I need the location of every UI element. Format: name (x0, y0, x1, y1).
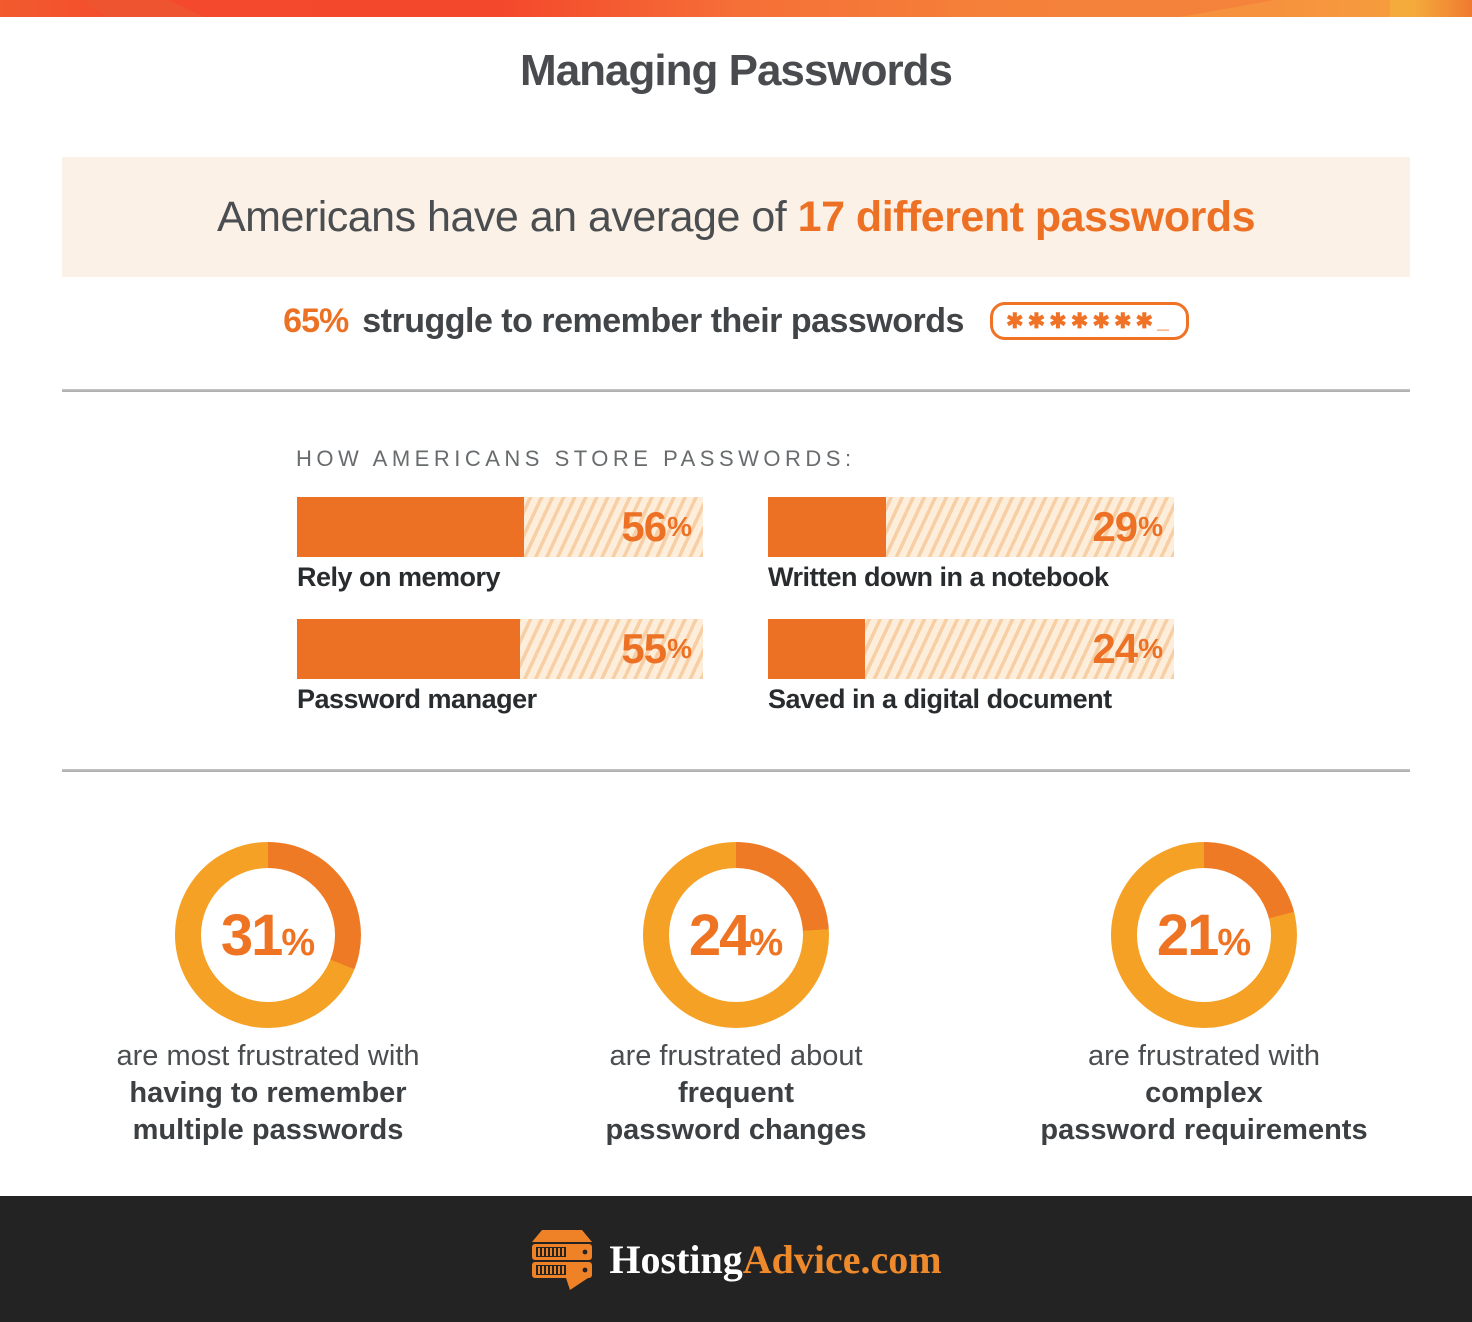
footer (0, 1196, 1472, 1322)
bar-label: Written down in a notebook (768, 562, 1109, 592)
caption-line: complex (1145, 1077, 1263, 1109)
page-title: Managing Passwords (520, 46, 952, 95)
donut-stat-block (48, 842, 488, 1149)
brand-name (609, 1236, 941, 1283)
bar-fill (297, 619, 520, 679)
bar-value: 56 % (621, 503, 691, 550)
struggle-stat-line (0, 297, 1472, 345)
donut-chart (643, 842, 829, 1028)
bar-chart-item (768, 497, 1174, 593)
hero-stat-text (217, 193, 1255, 242)
bar-chart-item (297, 497, 703, 593)
bar-chart-item (768, 619, 1174, 715)
section-divider (62, 769, 1410, 772)
donut-chart (175, 842, 361, 1028)
store-bar-chart (297, 497, 1174, 715)
caption-line: having to remember (129, 1077, 407, 1109)
donut-stat-block (516, 842, 956, 1149)
caption-line: password requirements (1040, 1114, 1368, 1146)
bar-fill (297, 497, 524, 557)
percent-sign: % (667, 511, 691, 542)
caption-line: password changes (605, 1114, 867, 1146)
password-field-illustration (990, 302, 1189, 340)
caption-line: are frustrated about (609, 1040, 863, 1072)
bar-value: 55 % (621, 625, 691, 672)
donut-caption (48, 1038, 488, 1149)
hostingadvice-logo-icon (530, 1228, 594, 1290)
percent-sign: % (667, 633, 691, 664)
banner-wedge (84, 0, 204, 17)
caption-line: are most frustrated with (116, 1040, 420, 1072)
bar-track (768, 497, 1174, 557)
donut-caption (984, 1038, 1424, 1149)
password-mask-text: ✱✱✱✱✱✱✱_ (1005, 309, 1173, 333)
bar-label: Password manager (297, 684, 537, 714)
caption-line: are frustrated with (1087, 1040, 1321, 1072)
brand-name-advice: Advice.com (742, 1236, 942, 1282)
donut-hole (669, 868, 803, 1002)
percent-sign: % (1138, 633, 1162, 664)
bar-value: 29 % (1092, 503, 1162, 550)
bar-chart-item (297, 619, 703, 715)
hero-stat-highlight: 17 different passwords (797, 192, 1256, 241)
bar-track (768, 619, 1174, 679)
donut-value: 31 % (220, 902, 316, 968)
bar-label: Saved in a digital document (768, 684, 1112, 714)
bar-label: Rely on memory (297, 562, 501, 592)
bar-fill (768, 619, 865, 679)
donut-stat-block (984, 842, 1424, 1149)
store-section-heading: HOW AMERICANS STORE PASSWORDS: (296, 446, 856, 471)
top-gradient-banner (0, 0, 1472, 17)
section-divider (62, 389, 1410, 392)
donut-hole (1137, 868, 1271, 1002)
banner-wedge (1180, 0, 1390, 17)
hero-stat-prefix: Americans have an average of (216, 192, 798, 241)
hero-stat-banner (62, 157, 1410, 277)
caption-line: multiple passwords (132, 1114, 404, 1146)
donut-chart (1111, 842, 1297, 1028)
caption-line: frequent (678, 1077, 794, 1109)
donut-value: 24 % (688, 902, 784, 968)
bar-track (297, 619, 703, 679)
bar-track (297, 497, 703, 557)
brand-name-hosting: Hosting (609, 1236, 743, 1282)
percent-sign: % (281, 921, 316, 964)
donut-hole (201, 868, 335, 1002)
donut-value: 21 % (1156, 902, 1252, 968)
percent-sign: % (1138, 511, 1162, 542)
struggle-text: struggle to remember their passwords (362, 301, 964, 340)
percent-sign: % (1217, 921, 1252, 964)
bar-value: 24 % (1092, 625, 1162, 672)
struggle-percent: 65% (283, 301, 349, 340)
percent-sign: % (749, 921, 784, 964)
donut-caption (516, 1038, 956, 1149)
bar-fill (768, 497, 886, 557)
